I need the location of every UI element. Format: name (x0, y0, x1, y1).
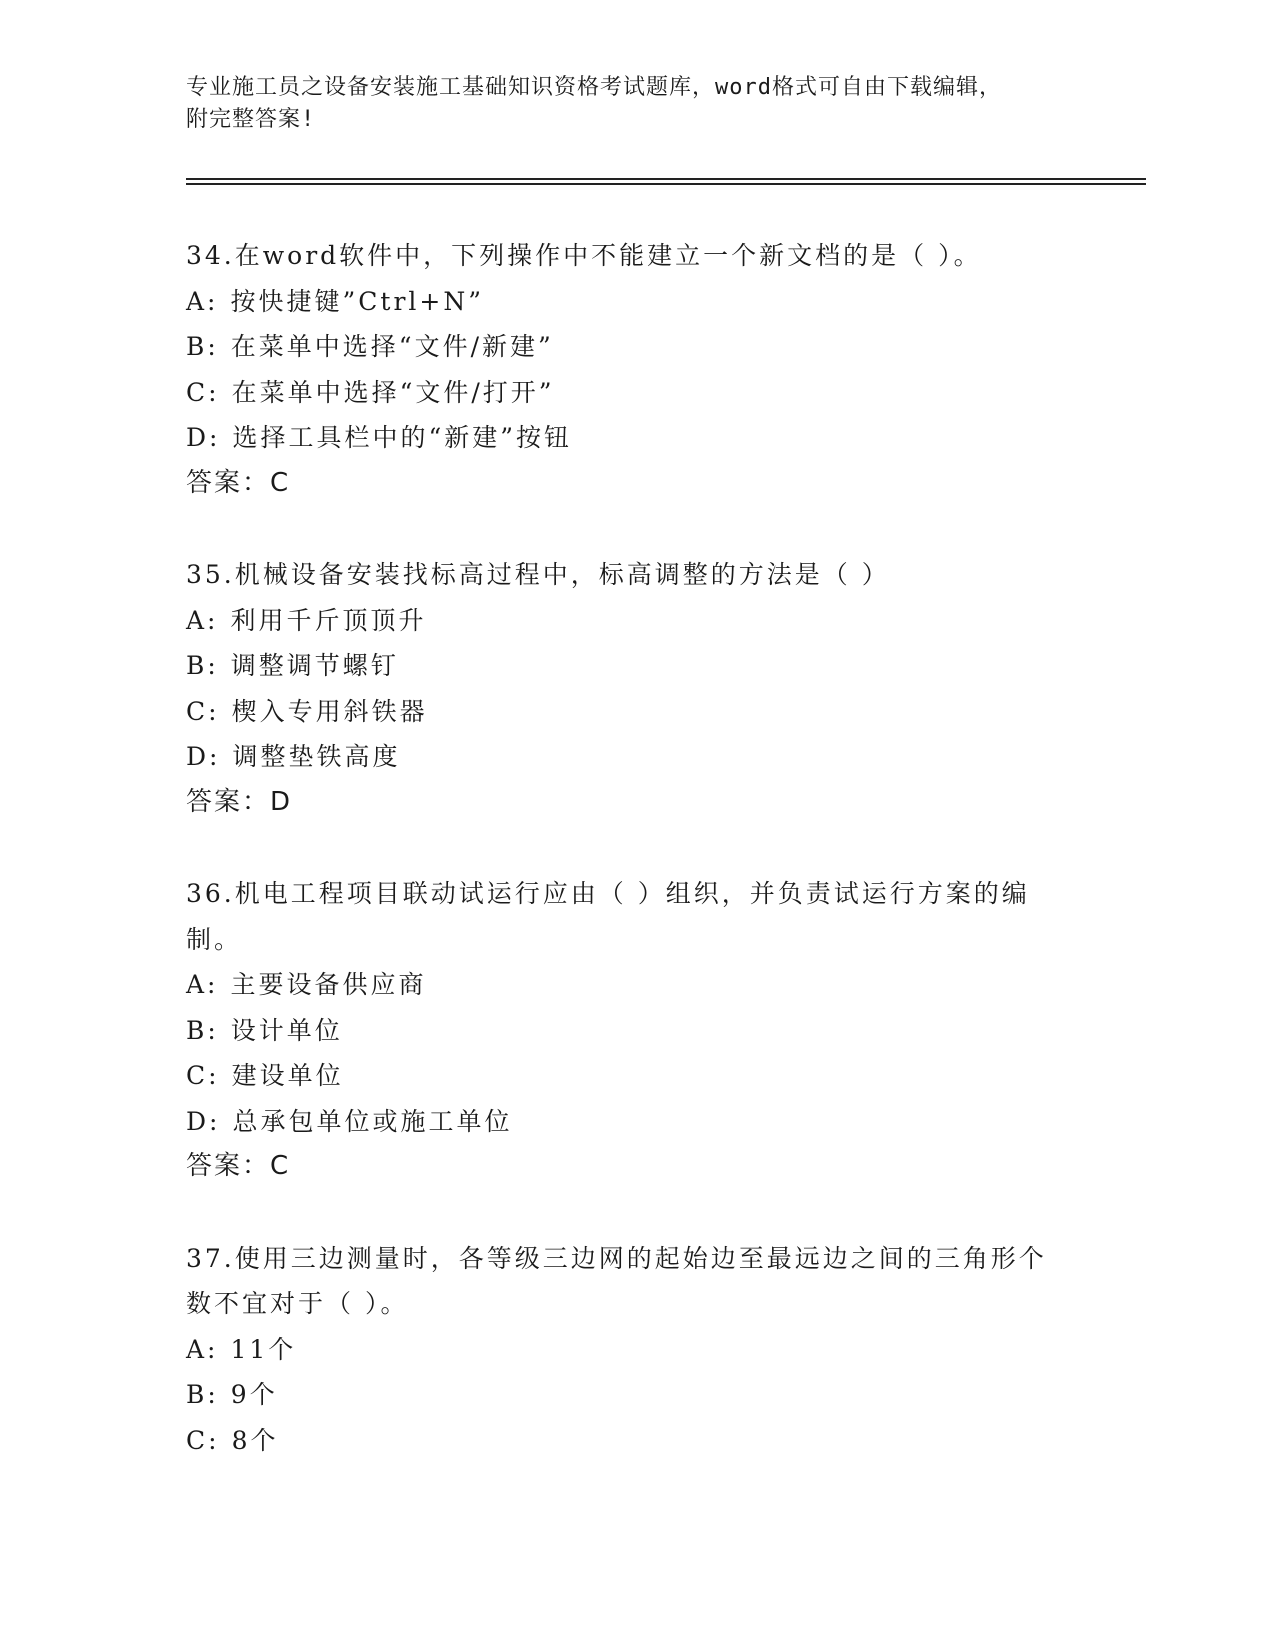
option-letter: C: (186, 377, 220, 407)
question-text: 34.在word软件中，下列操作中不能建立一个新文档的是（ ）。 (186, 241, 982, 270)
option-b (186, 1008, 1066, 1054)
question-list (186, 233, 1066, 1509)
question-37 (186, 1236, 1066, 1464)
option-letter: C: (186, 1061, 220, 1090)
option-text: 调整调节螺钉 (230, 651, 399, 680)
option-text: 8个 (231, 1425, 279, 1455)
option-text: 楔入专用斜铁器 (231, 696, 428, 726)
option-letter: B: (186, 651, 219, 680)
document-header (186, 72, 1086, 136)
option-c (186, 370, 1066, 416)
option-a (186, 598, 1066, 644)
option-text: 11个 (230, 1334, 297, 1364)
option-b (186, 324, 1066, 370)
question-36 (186, 871, 1066, 1190)
option-letter: A: (186, 286, 219, 316)
option-text: 在菜单中选择“文件/打开” (231, 377, 555, 407)
option-letter: D: (186, 1106, 221, 1136)
option-text: 总承包单位或施工单位 (232, 1106, 513, 1136)
option-d (186, 734, 1066, 780)
option-letter: A: (186, 1334, 219, 1364)
answer-line: 答案：D (186, 786, 293, 817)
option-text: 建设单位 (231, 1061, 344, 1090)
option-c (186, 689, 1066, 735)
header-divider-bottom (186, 183, 1146, 185)
option-text: 按快捷键”Ctrl+N” (230, 286, 484, 316)
option-text: 9个 (230, 1380, 278, 1409)
option-text: 在菜单中选择“文件/新建” (230, 332, 554, 361)
option-letter: D: (186, 742, 221, 771)
answer-line: 答案：C (186, 1151, 291, 1181)
option-d (186, 1099, 1066, 1145)
option-a (186, 1327, 1066, 1373)
header-line-1: 专业施工员之设备安装施工基础知识资格考试题库，word格式可自由下载编辑， (186, 75, 1002, 100)
option-letter: D: (186, 423, 221, 452)
question-35 (186, 552, 1066, 825)
header-line-2: 附完整答案! (186, 107, 316, 132)
option-text: 调整垫铁高度 (232, 742, 401, 771)
option-text: 选择工具栏中的“新建”按钮 (232, 423, 573, 452)
option-text: 利用千斤顶顶升 (230, 605, 427, 635)
option-c (186, 1053, 1066, 1099)
option-letter: C: (186, 1425, 220, 1455)
header-divider-top (186, 178, 1146, 180)
option-d (186, 415, 1066, 461)
option-letter: A: (186, 970, 219, 999)
option-letter: C: (186, 696, 220, 726)
option-c (186, 1418, 1066, 1464)
option-a (186, 962, 1066, 1008)
option-letter: B: (186, 1380, 219, 1409)
option-b (186, 1372, 1066, 1418)
option-letter: B: (186, 1015, 219, 1045)
question-text: 35.机械设备安装找标高过程中，标高调整的方法是（ ） (186, 560, 890, 589)
option-text: 主要设备供应商 (230, 970, 427, 999)
question-34 (186, 233, 1066, 506)
option-letter: B: (186, 332, 219, 361)
option-text: 设计单位 (230, 1015, 343, 1045)
question-text: 36.机电工程项目联动试运行应由（ ）组织，并负责试运行方案的编制。 (186, 879, 1030, 954)
answer-line: 答案：C (186, 467, 291, 498)
option-a (186, 279, 1066, 325)
option-letter: A: (186, 605, 219, 635)
question-text: 37.使用三边测量时，各等级三边网的起始边至最远边之间的三角形个数不宜对于（ ）。 (186, 1243, 1047, 1318)
option-b (186, 643, 1066, 689)
